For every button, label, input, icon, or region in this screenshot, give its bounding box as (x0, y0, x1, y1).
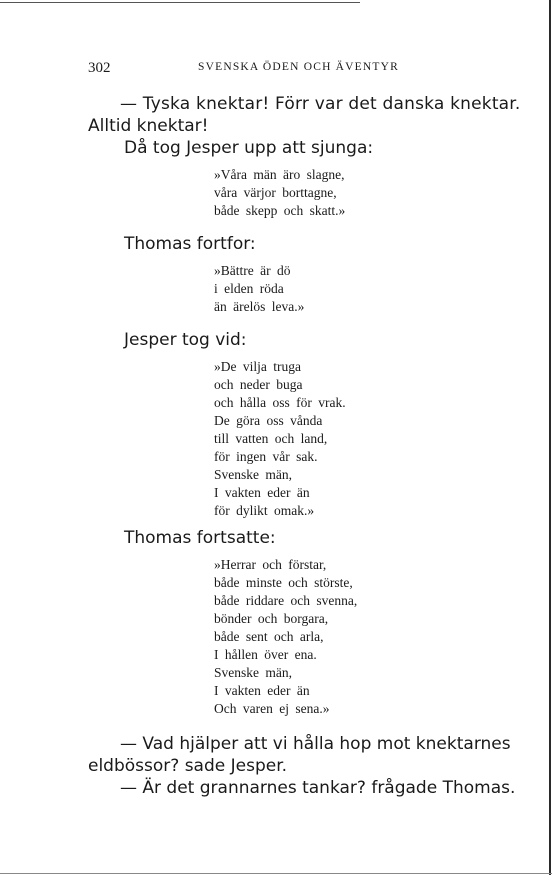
verse-stanza-1 (214, 166, 345, 220)
verse-line: än ärelös leva.» (214, 299, 305, 314)
verse-line: Svenske män, (214, 665, 292, 680)
verse-line: Svenske män, (214, 467, 292, 482)
verse-line: och hålla oss för vrak. (214, 395, 346, 410)
running-title: SVENSKA ÖDEN OCH ÄVENTYR (198, 61, 399, 73)
prose-line-9: — Är det grannarnes tankar? frågade Thomas. (120, 778, 516, 798)
verse-line: till vatten och land, (214, 431, 328, 446)
prose-line-7: — Vad hjälper att vi hålla hop mot knektarnes (120, 734, 511, 754)
verse-line: och neder buga (214, 377, 303, 392)
prose-line-4: Thomas fortfor: (124, 234, 256, 254)
verse-line: både minste och störste, (214, 575, 353, 590)
page-header (88, 60, 508, 80)
prose-line-2: Alltid knektar! (88, 116, 209, 136)
verse-stanza-2 (214, 262, 304, 316)
page-number: 302 (88, 60, 111, 76)
verse-line: I vakten eder än (214, 485, 310, 500)
verse-line: »Herrar och förstar, (214, 557, 327, 572)
verse-stanza-3 (214, 358, 346, 520)
verse-line: De göra oss vånda (214, 413, 323, 428)
verse-line: I vakten eder än (214, 683, 310, 698)
verse-line: Och varen ej sena.» (214, 701, 330, 716)
verse-line: för ingen vår sak. (214, 449, 318, 464)
verse-line: »Våra män äro slagne, (214, 167, 345, 182)
verse-line: både sent och arla, (214, 629, 324, 644)
verse-stanza-4 (214, 556, 357, 718)
prose-line-3: Då tog Jesper upp att sjunga: (124, 138, 374, 158)
verse-line: både skepp och skatt.» (214, 203, 346, 218)
verse-line: bönder och borgara, (214, 611, 329, 626)
verse-line: »Bättre är dö (214, 263, 291, 278)
top-border-rule (0, 2, 360, 3)
bottom-border-rule (0, 873, 552, 874)
prose-line-6: Thomas fortsatte: (124, 528, 276, 548)
verse-line: både riddare och svenna, (214, 593, 358, 608)
verse-line: »De vilja truga (214, 359, 301, 374)
verse-line: I hållen över ena. (214, 647, 317, 662)
prose-line-5: Jesper tog vid: (124, 330, 247, 350)
right-page-edge (549, 0, 551, 875)
verse-line: våra värjor borttagne, (214, 185, 337, 200)
prose-line-1: — Tyska knektar! Förr var det danska knektar. (120, 94, 521, 114)
prose-line-8: eldbössor? sade Jesper. (88, 756, 288, 776)
verse-line: för dylikt omak.» (214, 503, 315, 518)
verse-line: i elden röda (214, 281, 284, 296)
